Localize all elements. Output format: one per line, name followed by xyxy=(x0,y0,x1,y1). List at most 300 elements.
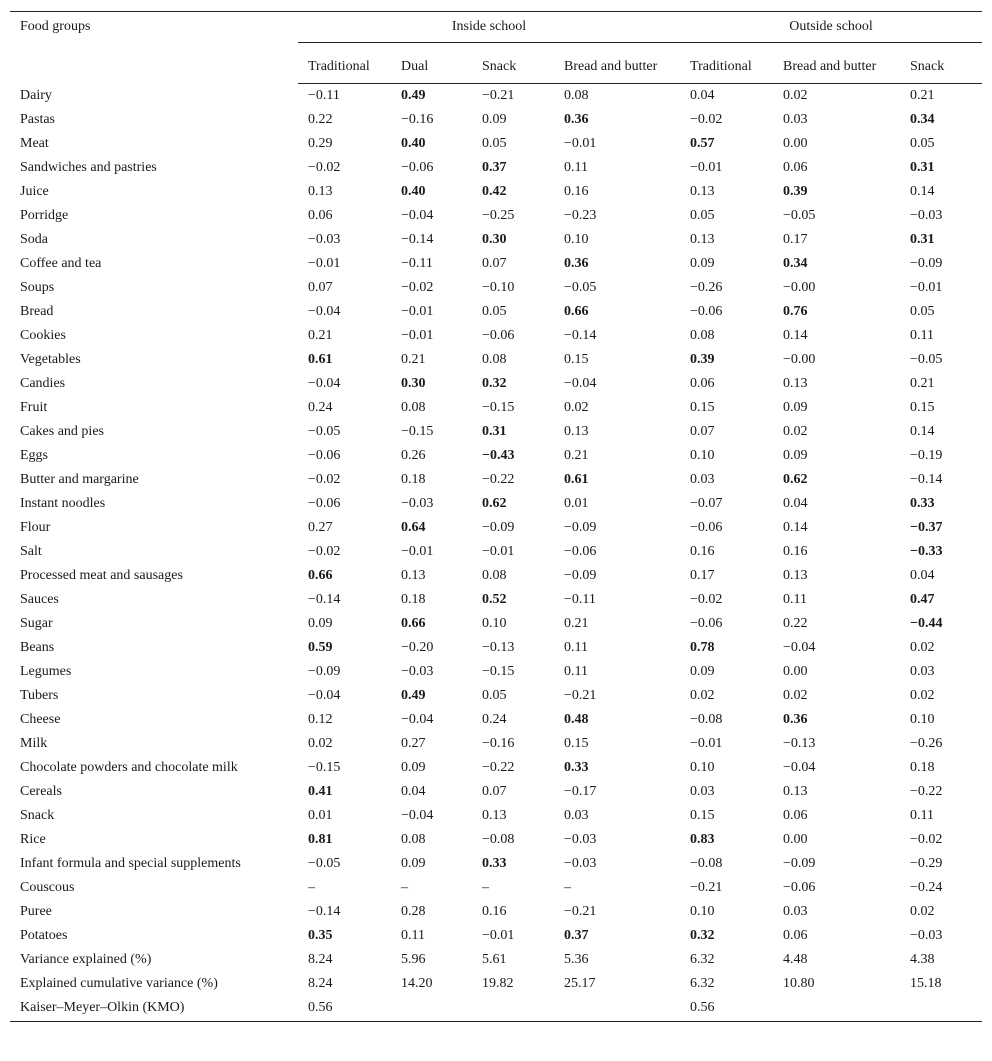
table-cell: 19.82 xyxy=(482,976,514,991)
table-row xyxy=(10,228,982,252)
table-row xyxy=(10,540,982,564)
table-cell: 0.06 xyxy=(783,160,808,175)
table-cell: −0.03 xyxy=(401,664,434,679)
table-cell: −0.02 xyxy=(690,112,723,127)
table-cell: −0.05 xyxy=(910,352,943,367)
table-cell: 0.08 xyxy=(690,328,715,343)
table-cell: 0.49 xyxy=(401,688,426,703)
table-cell: 0.12 xyxy=(308,712,333,727)
table-cell: 0.13 xyxy=(564,424,589,439)
row-label: Bread xyxy=(20,304,54,319)
row-label: Eggs xyxy=(20,448,48,463)
inside-school-label: Inside school xyxy=(298,19,680,43)
table-row xyxy=(10,156,982,180)
table-cell: −0.08 xyxy=(690,712,723,727)
row-label: Variance explained (%) xyxy=(20,952,152,967)
table-row xyxy=(10,900,982,924)
header-group-row xyxy=(10,12,982,51)
table-cell: 0.34 xyxy=(910,112,935,127)
table-cell: 0.52 xyxy=(482,592,507,607)
row-label: Kaiser–Meyer–Olkin (KMO) xyxy=(10,996,298,1022)
table-row xyxy=(10,828,982,852)
table-cell: 0.39 xyxy=(690,352,715,367)
row-label: Salt xyxy=(20,544,42,559)
table-cell: 0.10 xyxy=(690,448,715,463)
table-row xyxy=(10,972,982,996)
table-cell: 0.09 xyxy=(783,448,808,463)
table-cell: −0.04 xyxy=(401,808,434,823)
table-cell xyxy=(773,996,900,1022)
table-cell: −0.06 xyxy=(690,616,723,631)
table-cell: 0.05 xyxy=(910,136,935,151)
table-cell: 5.36 xyxy=(564,952,589,967)
table-row xyxy=(10,276,982,300)
table-cell: −0.01 xyxy=(308,256,341,271)
table-cell: 0.37 xyxy=(564,928,589,943)
table-cell: 0.11 xyxy=(564,640,588,655)
row-label: Dairy xyxy=(20,87,52,103)
table-cell: 0.11 xyxy=(783,592,807,607)
col-inside-bread-and-butter: Bread and butter xyxy=(554,50,680,84)
table-row xyxy=(10,876,982,900)
table-cell: −0.20 xyxy=(401,640,434,655)
table-cell: −0.05 xyxy=(564,280,597,295)
table-cell: −0.04 xyxy=(564,376,597,391)
table-cell: 0.11 xyxy=(401,928,425,943)
table-cell: 8.24 xyxy=(308,952,333,967)
table-row xyxy=(10,396,982,420)
table-cell: 0.03 xyxy=(910,664,935,679)
row-label: Puree xyxy=(20,904,52,919)
table-cell: −0.22 xyxy=(482,472,515,487)
table-cell: −0.33 xyxy=(910,544,943,559)
table-cell: −0.06 xyxy=(783,880,816,895)
table-cell: −0.09 xyxy=(564,568,597,583)
table-cell: 0.34 xyxy=(783,256,808,271)
factor-loadings-table-container xyxy=(10,11,982,1022)
table-cell: −0.21 xyxy=(564,904,597,919)
table-row xyxy=(10,588,982,612)
table-cell: −0.21 xyxy=(564,688,597,703)
table-row xyxy=(10,420,982,444)
table-cell: 0.06 xyxy=(783,928,808,943)
table-cell: 0.36 xyxy=(564,112,589,127)
table-cell: 0.16 xyxy=(783,544,808,559)
table-cell: 0.05 xyxy=(910,304,935,319)
table-row xyxy=(10,204,982,228)
row-label: Soups xyxy=(20,280,55,295)
table-cell: −0.06 xyxy=(401,160,434,175)
table-row xyxy=(10,636,982,660)
table-row xyxy=(10,612,982,636)
table-cell: 0.13 xyxy=(308,184,333,199)
table-cell: 0.05 xyxy=(690,208,715,223)
table-cell: −0.16 xyxy=(482,736,515,751)
table-cell: 0.21 xyxy=(910,88,935,103)
table-cell: −0.15 xyxy=(482,400,515,415)
table-cell: 0.40 xyxy=(401,136,426,151)
row-label: Chocolate powders and chocolate milk xyxy=(20,760,238,775)
table-cell: 0.66 xyxy=(401,616,426,631)
table-cell: 0.31 xyxy=(910,232,935,247)
table-cell: 0.02 xyxy=(690,688,715,703)
table-cell: −0.25 xyxy=(482,208,515,223)
table-cell: −0.10 xyxy=(482,280,515,295)
row-label: Sugar xyxy=(20,616,53,631)
table-cell: 0.18 xyxy=(910,760,935,775)
table-cell: −0.09 xyxy=(482,520,515,535)
table-cell: 0.41 xyxy=(308,784,333,799)
table-cell: – xyxy=(564,880,571,895)
table-cell: 0.18 xyxy=(401,592,426,607)
table-cell: 0.62 xyxy=(783,472,808,487)
table-cell: 0.13 xyxy=(783,568,808,583)
table-cell: 0.03 xyxy=(564,808,589,823)
row-label: Juice xyxy=(20,184,49,199)
table-cell: −0.06 xyxy=(690,520,723,535)
table-cell: 0.21 xyxy=(564,616,589,631)
table-cell: 10.80 xyxy=(783,976,815,991)
table-cell: −0.00 xyxy=(783,352,816,367)
table-cell: −0.09 xyxy=(783,856,816,871)
table-cell xyxy=(554,996,680,1022)
table-cell: −0.01 xyxy=(482,544,515,559)
table-cell: −0.37 xyxy=(910,520,943,535)
table-cell: −0.01 xyxy=(690,160,723,175)
table-cell: −0.13 xyxy=(783,736,816,751)
table-cell: 0.48 xyxy=(564,712,589,727)
table-cell: 0.07 xyxy=(690,424,715,439)
table-row xyxy=(10,732,982,756)
table-cell: −0.29 xyxy=(910,856,943,871)
table-cell: −0.01 xyxy=(564,136,597,151)
table-cell: −0.43 xyxy=(482,448,515,463)
table-cell: 0.24 xyxy=(482,712,507,727)
table-row xyxy=(10,804,982,828)
row-label: Explained cumulative variance (%) xyxy=(20,976,218,991)
outside-school-label: Outside school xyxy=(680,19,982,43)
table-cell: 0.15 xyxy=(564,352,589,367)
table-row xyxy=(10,132,982,156)
table-cell: −0.01 xyxy=(690,736,723,751)
table-cell: 0.13 xyxy=(401,568,426,583)
table-cell: 0.10 xyxy=(482,616,507,631)
table-cell: −0.01 xyxy=(401,304,434,319)
table-cell: −0.00 xyxy=(783,280,816,295)
factor-loadings-table xyxy=(10,11,982,1022)
table-cell: 0.49 xyxy=(401,88,426,103)
table-cell: 5.96 xyxy=(401,952,426,967)
table-cell: 0.31 xyxy=(482,424,507,439)
table-cell: −0.15 xyxy=(482,664,515,679)
table-cell: −0.04 xyxy=(308,376,341,391)
table-cell: −0.44 xyxy=(910,616,943,631)
table-cell: 0.56 xyxy=(298,996,391,1022)
table-cell: 0.09 xyxy=(482,112,507,127)
table-cell: 0.47 xyxy=(910,592,935,607)
table-cell: 0.09 xyxy=(690,664,715,679)
table-cell: −0.04 xyxy=(783,640,816,655)
table-cell: 0.07 xyxy=(308,280,333,295)
row-label: Cereals xyxy=(20,784,62,799)
row-label: Legumes xyxy=(20,664,72,679)
table-cell: 0.61 xyxy=(308,352,333,367)
table-cell: 0.06 xyxy=(690,376,715,391)
table-cell: 0.08 xyxy=(482,568,507,583)
table-cell: 0.10 xyxy=(690,904,715,919)
table-cell: −0.06 xyxy=(690,304,723,319)
table-cell: −0.15 xyxy=(401,424,434,439)
table-cell: 25.17 xyxy=(564,976,596,991)
table-cell xyxy=(472,996,554,1022)
table-cell: 0.42 xyxy=(482,184,507,199)
table-cell: 0.02 xyxy=(783,88,808,103)
table-cell: 0.08 xyxy=(401,832,426,847)
table-cell: 0.16 xyxy=(564,184,589,199)
table-cell: 5.61 xyxy=(482,952,507,967)
table-cell: 0.78 xyxy=(690,640,715,655)
table-cell: 0.66 xyxy=(308,568,333,583)
table-cell: 8.24 xyxy=(308,976,333,991)
table-cell: −0.26 xyxy=(910,736,943,751)
table-row xyxy=(10,780,982,804)
table-cell: 0.40 xyxy=(401,184,426,199)
table-row xyxy=(10,300,982,324)
table-cell: −0.17 xyxy=(564,784,597,799)
table-cell: −0.07 xyxy=(690,496,723,511)
table-cell: −0.26 xyxy=(690,280,723,295)
table-cell: 0.03 xyxy=(783,112,808,127)
table-cell: 0.33 xyxy=(564,760,589,775)
table-cell: −0.13 xyxy=(482,640,515,655)
table-cell xyxy=(391,996,472,1022)
table-cell: 0.07 xyxy=(482,784,507,799)
table-cell: −0.06 xyxy=(308,496,341,511)
table-cell: 0.27 xyxy=(401,736,426,751)
table-cell: 0.04 xyxy=(910,568,935,583)
table-row xyxy=(10,180,982,204)
table-cell: −0.08 xyxy=(690,856,723,871)
table-cell: 0.14 xyxy=(910,424,935,439)
table-cell: −0.02 xyxy=(401,280,434,295)
table-cell: −0.23 xyxy=(564,208,597,223)
table-cell: 0.00 xyxy=(783,136,808,151)
table-cell: 0.81 xyxy=(308,832,333,847)
table-cell: 0.02 xyxy=(910,688,935,703)
table-cell: 0.76 xyxy=(783,304,808,319)
table-cell: −0.09 xyxy=(910,256,943,271)
table-cell: 0.33 xyxy=(482,856,507,871)
table-cell: 0.05 xyxy=(482,136,507,151)
table-cell: 0.21 xyxy=(564,448,589,463)
table-cell: 0.22 xyxy=(783,616,808,631)
table-row xyxy=(10,372,982,396)
table-cell: 0.17 xyxy=(690,568,715,583)
table-cell: −0.22 xyxy=(482,760,515,775)
row-label: Processed meat and sausages xyxy=(20,568,183,583)
table-cell: −0.02 xyxy=(308,544,341,559)
table-cell: 0.03 xyxy=(690,472,715,487)
table-cell: −0.03 xyxy=(910,208,943,223)
table-cell: 0.28 xyxy=(401,904,426,919)
table-cell: −0.04 xyxy=(401,712,434,727)
table-cell: 0.15 xyxy=(690,808,715,823)
table-row xyxy=(10,468,982,492)
table-cell: 0.37 xyxy=(482,160,507,175)
table-cell: 0.02 xyxy=(910,640,935,655)
table-cell: 0.03 xyxy=(783,904,808,919)
table-cell: 0.09 xyxy=(783,400,808,415)
row-label: Cakes and pies xyxy=(20,424,104,439)
table-row xyxy=(10,516,982,540)
table-cell: −0.04 xyxy=(308,688,341,703)
table-cell: 0.33 xyxy=(910,496,935,511)
table-cell: 0.31 xyxy=(910,160,935,175)
table-cell: – xyxy=(401,880,408,895)
table-cell: 0.09 xyxy=(308,616,333,631)
row-label: Sandwiches and pastries xyxy=(20,160,157,175)
table-row xyxy=(10,108,982,132)
table-cell: −0.24 xyxy=(910,880,943,895)
table-cell: −0.16 xyxy=(401,112,434,127)
row-label: Potatoes xyxy=(20,928,68,943)
table-cell: 0.59 xyxy=(308,640,333,655)
table-cell: 0.16 xyxy=(482,904,507,919)
table-cell: 0.10 xyxy=(690,760,715,775)
table-row xyxy=(10,948,982,972)
table-cell: −0.02 xyxy=(308,472,341,487)
table-cell: −0.11 xyxy=(401,256,433,271)
table-row xyxy=(10,660,982,684)
table-cell: 0.14 xyxy=(783,328,808,343)
table-cell: 0.17 xyxy=(783,232,808,247)
row-label: Snack xyxy=(20,808,55,823)
table-cell: 0.61 xyxy=(564,472,589,487)
table-cell: −0.03 xyxy=(401,496,434,511)
table-cell: 0.13 xyxy=(690,232,715,247)
row-label: Soda xyxy=(20,232,48,247)
row-label: Candies xyxy=(20,376,66,391)
table-cell: 4.38 xyxy=(910,952,935,967)
table-cell: 0.01 xyxy=(308,808,333,823)
col-outside-bread-and-butter: Bread and butter xyxy=(773,50,900,84)
table-cell: 0.11 xyxy=(910,808,934,823)
table-cell: −0.14 xyxy=(401,232,434,247)
table-cell: 0.21 xyxy=(910,376,935,391)
col-inside-snack: Snack xyxy=(472,50,554,84)
table-cell: 0.04 xyxy=(783,496,808,511)
table-row xyxy=(10,684,982,708)
table-cell: 0.04 xyxy=(401,784,426,799)
table-cell: 0.21 xyxy=(308,328,333,343)
table-cell: 0.15 xyxy=(910,400,935,415)
table-cell: −0.08 xyxy=(482,832,515,847)
table-cell: 0.35 xyxy=(308,928,333,943)
table-cell: −0.14 xyxy=(910,472,943,487)
table-cell: −0.02 xyxy=(308,160,341,175)
table-cell: −0.09 xyxy=(564,520,597,535)
table-cell: 0.66 xyxy=(564,304,589,319)
table-cell: −0.14 xyxy=(564,328,597,343)
row-label: Flour xyxy=(20,520,51,535)
table-cell: 0.06 xyxy=(783,808,808,823)
table-cell: – xyxy=(482,880,489,895)
table-cell: 0.08 xyxy=(482,352,507,367)
table-cell: 6.32 xyxy=(690,976,715,991)
table-cell: 0.56 xyxy=(680,996,773,1022)
table-cell: −0.01 xyxy=(401,544,434,559)
table-cell: −0.04 xyxy=(401,208,434,223)
table-cell: −0.05 xyxy=(783,208,816,223)
table-cell: 0.06 xyxy=(308,208,333,223)
table-cell: 0.15 xyxy=(690,400,715,415)
table-cell: 0.10 xyxy=(910,712,935,727)
row-label: Infant formula and special supplements xyxy=(20,856,241,871)
table-cell: −0.03 xyxy=(910,928,943,943)
table-cell: 0.09 xyxy=(401,856,426,871)
row-label: Coffee and tea xyxy=(20,256,102,271)
table-cell: −0.01 xyxy=(401,328,434,343)
table-cell: 0.08 xyxy=(564,88,589,103)
food-groups-header: Food groups xyxy=(10,12,298,84)
table-row xyxy=(10,492,982,516)
table-cell: 0.36 xyxy=(783,712,808,727)
table-cell: 0.00 xyxy=(783,664,808,679)
inside-school-header xyxy=(298,12,680,51)
table-cell: −0.22 xyxy=(910,784,943,799)
table-cell: 0.00 xyxy=(783,832,808,847)
table-cell: −0.03 xyxy=(564,832,597,847)
table-cell: −0.05 xyxy=(308,424,341,439)
table-cell: 0.39 xyxy=(783,184,808,199)
row-label: Porridge xyxy=(20,208,69,223)
table-cell: 0.32 xyxy=(482,376,507,391)
table-cell: 0.13 xyxy=(783,376,808,391)
table-cell: −0.01 xyxy=(910,280,943,295)
row-label: Tubers xyxy=(20,688,59,703)
table-row xyxy=(10,756,982,780)
table-cell: 0.13 xyxy=(783,784,808,799)
table-cell: −0.02 xyxy=(910,832,943,847)
table-cell: −0.14 xyxy=(308,592,341,607)
table-row xyxy=(10,348,982,372)
table-cell: 0.29 xyxy=(308,136,333,151)
table-cell: −0.04 xyxy=(308,304,341,319)
row-label: Instant noodles xyxy=(20,496,106,511)
table-cell xyxy=(900,996,982,1022)
table-cell: 0.01 xyxy=(564,496,589,511)
col-outside-traditional: Traditional xyxy=(680,50,773,84)
table-cell: 0.21 xyxy=(401,352,426,367)
table-cell: 0.11 xyxy=(564,664,588,679)
table-cell: 0.24 xyxy=(308,400,333,415)
table-cell: 0.02 xyxy=(783,424,808,439)
table-cell: 0.09 xyxy=(690,256,715,271)
row-label: Meat xyxy=(20,136,49,151)
table-cell: 0.09 xyxy=(401,760,426,775)
col-inside-traditional: Traditional xyxy=(298,50,391,84)
table-cell: −0.21 xyxy=(690,880,723,895)
table-cell: – xyxy=(308,880,315,895)
table-row xyxy=(10,924,982,948)
table-cell: 0.30 xyxy=(482,232,507,247)
table-cell: 0.02 xyxy=(308,736,333,751)
table-cell: 0.05 xyxy=(482,304,507,319)
row-label: Milk xyxy=(20,736,48,751)
table-cell: −0.14 xyxy=(308,904,341,919)
table-cell: −0.19 xyxy=(910,448,943,463)
table-cell: 0.03 xyxy=(690,784,715,799)
